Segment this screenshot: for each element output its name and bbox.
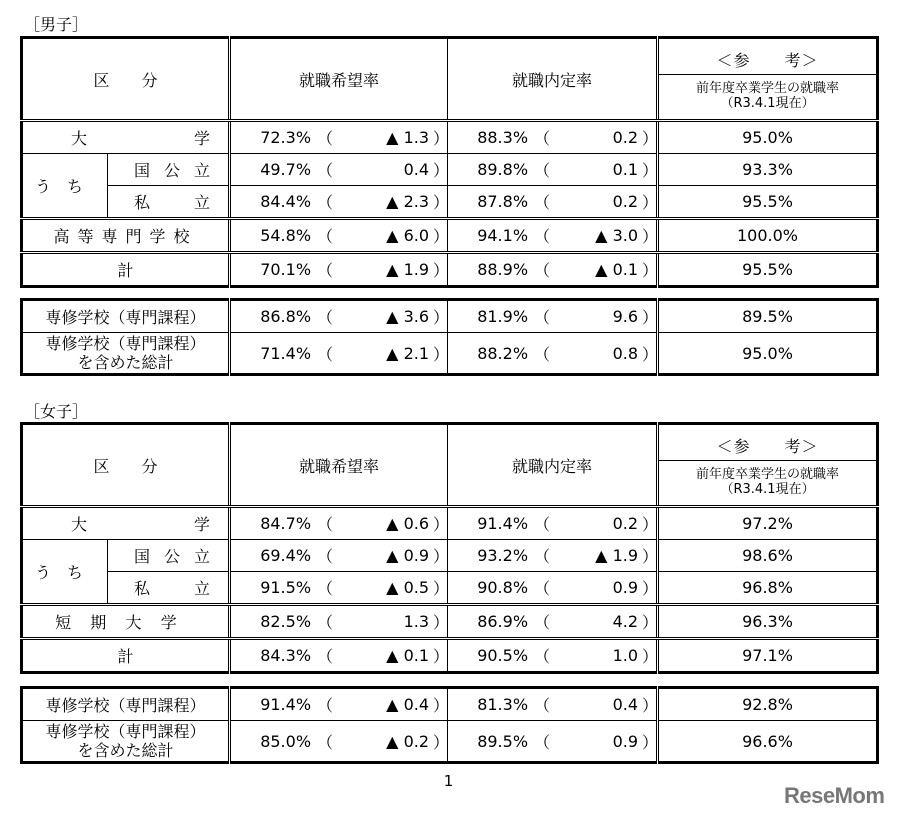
table-row: 専修学校（専門課程） 86.8% （ ▲ 3.6 ） 81.9% （ 9.6 ） 89.5%: [22, 300, 878, 333]
table-row: 短期大学 82.5% （ 1.3 ） 86.9% （ 4.2 ） 96.3%: [22, 605, 878, 639]
section-label-female: ［女子］: [24, 402, 89, 421]
table-row: 大 学 84.7% （ ▲ 0.6 ） 91.4% （ 0.2 ） 97.2%: [22, 507, 878, 540]
header-naitei-rate: 就職内定率: [448, 424, 658, 507]
header-reference: ＜参 考＞ 前年度卒業学生の就職率 （R3.4.1現在）: [658, 424, 878, 507]
page-number: 1: [443, 772, 454, 790]
header-reference: ＜参 考＞ 前年度卒業学生の就職率 （R3.4.1現在）: [658, 38, 878, 121]
table-row: 専修学校（専門課程） を含めた総計 71.4% （ ▲ 2.1 ） 88.2% （ 0.8 ） 95.0%: [22, 333, 878, 375]
female-senshu-table: [20, 686, 879, 764]
section-label-male: ［男子］: [24, 15, 89, 34]
table-row: 計 84.3% （ ▲ 0.1 ） 90.5% （ 1.0 ） 97.1%: [22, 639, 878, 673]
table-row: う ち 国 公 立 69.4% （ ▲ 0.9 ） 93.2% （ ▲ 1.9 ） 98.6%: [22, 540, 878, 572]
table-row: 私 立 91.5% （ ▲ 0.5 ） 90.8% （ 0.9 ） 96.8%: [22, 572, 878, 605]
header-hope-rate: 就職希望率: [230, 38, 448, 121]
male-main-table: [20, 36, 879, 288]
header-naitei-rate: 就職内定率: [448, 38, 658, 121]
resemom-logo: ReseMom: [784, 783, 885, 808]
table-row: 専修学校（専門課程） 91.4% （ ▲ 0.4 ） 81.3% （ 0.4 ） 92.8%: [22, 688, 878, 721]
table-row: 専修学校（専門課程） を含めた総計 85.0% （ ▲ 0.2 ） 89.5% （ 0.9 ） 96.6%: [22, 721, 878, 763]
male-senshu-table: [20, 298, 879, 376]
table-row: 高等専門学校 54.8% （ ▲ 6.0 ） 94.1% （ ▲ 3.0 ） 100.0%: [22, 219, 878, 253]
header-hope-rate: 就職希望率: [230, 424, 448, 507]
female-main-table: [20, 422, 879, 674]
table-row: う ち 国 公 立 49.7% （ 0.4 ） 89.8% （ 0.1 ） 93.3%: [22, 154, 878, 186]
uchi-label: う ち: [35, 563, 84, 582]
row-label: 大 学: [71, 515, 211, 534]
table-row: 計 70.1% （ ▲ 1.9 ） 88.9% （ ▲ 0.1 ） 95.5%: [22, 253, 878, 287]
header-kubun: 区 分: [22, 424, 230, 507]
header-kubun: 区 分: [22, 38, 230, 121]
uchi-label: う ち: [35, 177, 84, 196]
table-row: 私 立 84.4% （ ▲ 2.3 ） 87.8% （ 0.2 ） 95.5%: [22, 186, 878, 219]
table-row: 大 学 72.3% （ ▲ 1.3 ） 88.3% （ 0.2 ） 95.0%: [22, 121, 878, 154]
row-label: 大 学: [71, 129, 211, 148]
